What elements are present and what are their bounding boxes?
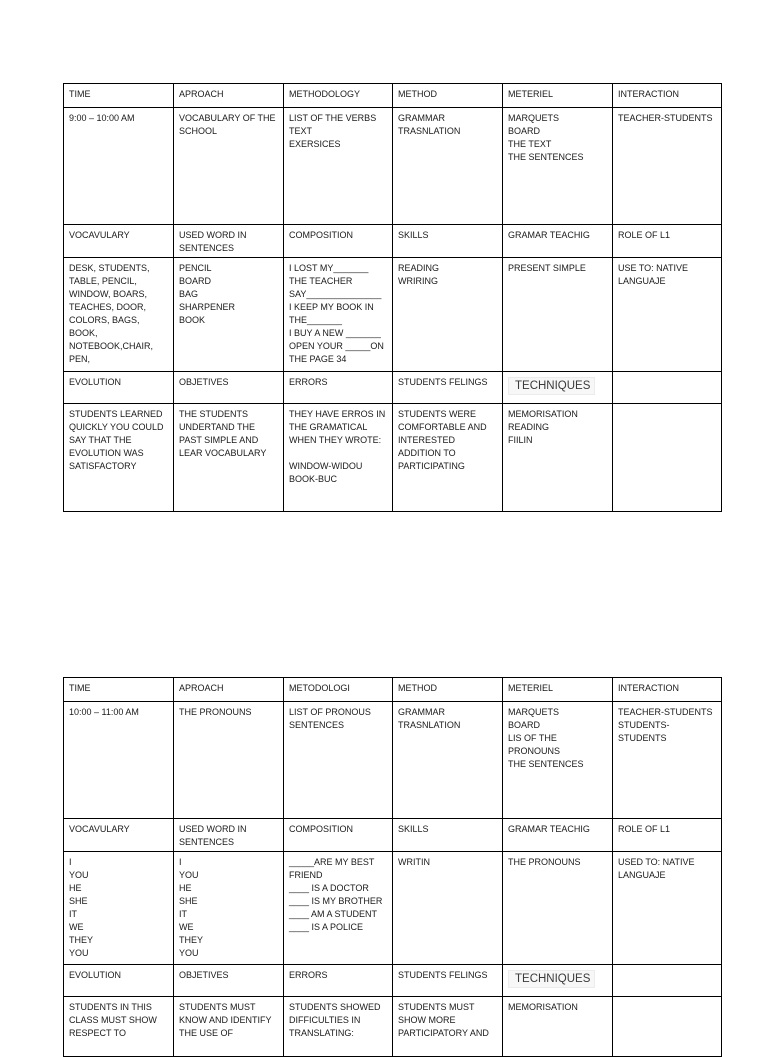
table-cell: I YOU HE SHE IT WE THEY YOU	[174, 852, 284, 965]
table-cell: THEY HAVE ERROS IN THE GRAMATICAL WHEN THEY WROTE: WINDOW-WIDOU BOOK-BUC	[284, 404, 393, 512]
table-cell: MEMORISATION READING FIILIN	[503, 404, 613, 512]
table-row	[64, 404, 722, 512]
table-cell: VOCAVULARY	[64, 819, 174, 852]
table-row	[64, 108, 722, 225]
table-cell: GRAMMAR TRASNLATION	[393, 108, 503, 225]
header-cell-methodology: METHODOLOGY	[284, 84, 393, 108]
table-cell: STUDENTS SHOWED DIFFICULTIES IN TRANSLATING:	[284, 997, 393, 1057]
table-cell: GRAMMAR TRASNLATION	[393, 702, 503, 819]
table-cell: ROLE OF L1	[613, 819, 722, 852]
table-row-subheader	[64, 225, 722, 258]
table-cell: USED WORD IN SENTENCES	[174, 819, 284, 852]
header-cell-approach: APROACH	[174, 678, 284, 702]
table-cell: MARQUETS BOARD THE TEXT THE SENTENCES	[503, 108, 613, 225]
table-cell: MARQUETS BOARD LIS OF THE PRONOUNS THE SENTENCES	[503, 702, 613, 819]
table-cell: VOCABULARY OF THE SCHOOL	[174, 108, 284, 225]
table-cell: MEMORISATION	[503, 997, 613, 1057]
table-cell: OBJETIVES	[174, 372, 284, 404]
table-cell: PRESENT SIMPLE	[503, 258, 613, 372]
table-cell: THE PRONOUNS	[503, 852, 613, 965]
header-cell-material: METERIEL	[503, 84, 613, 108]
table-row	[64, 852, 722, 965]
header-cell-method: METHOD	[393, 678, 503, 702]
header-cell-material: METERIEL	[503, 678, 613, 702]
table-row	[64, 258, 722, 372]
table-cell: USED TO: NATIVE LANGUAJE	[613, 852, 722, 965]
header-cell-method: METHOD	[393, 84, 503, 108]
table-cell: STUDENTS FELINGS	[393, 965, 503, 997]
table-cell: GRAMAR TEACHIG	[503, 819, 613, 852]
table-cell: OBJETIVES	[174, 965, 284, 997]
table-cell: COMPOSITION	[284, 225, 393, 258]
table-cell	[613, 997, 722, 1057]
table-cell: STUDENTS LEARNED QUICKLY YOU COULD SAY THAT THE EVOLUTION WAS SATISFACTORY	[64, 404, 174, 512]
table-cell: 10:00 – 11:00 AM	[64, 702, 174, 819]
table-cell: THE STUDENTS UNDERTAND THE PAST SIMPLE AND LEAR VOCABULARY	[174, 404, 284, 512]
header-cell-time: TIME	[64, 678, 174, 702]
header-cell-time: TIME	[64, 84, 174, 108]
table-cell: I LOST MY_______ THE TEACHER SAY_______________ I KEEP MY BOOK IN THE_______ I BUY A NEW _______ OPEN YOUR _____ON THE PAGE 34	[284, 258, 393, 372]
table-cell: USED WORD IN SENTENCES	[174, 225, 284, 258]
table-cell: TEACHER-STUDENTS	[613, 108, 722, 225]
header-cell-methodology: METODOLOGI	[284, 678, 393, 702]
table-cell: STUDENTS MUST SHOW MORE PARTICIPATORY AND	[393, 997, 503, 1057]
header-cell-approach: APROACH	[174, 84, 284, 108]
table-cell	[613, 404, 722, 512]
table-cell: ROLE OF L1	[613, 225, 722, 258]
table-row-header	[64, 84, 722, 108]
table-cell: DESK, STUDENTS, TABLE, PENCIL, WINDOW, BOARS, TEACHES, DOOR, COLORS, BAGS, BOOK, NOTEBOOK,CHAIR, PEN,	[64, 258, 174, 372]
table-row-subheader	[64, 372, 722, 404]
table-cell: ERRORS	[284, 372, 393, 404]
header-cell-interaction: INTERACTION	[613, 84, 722, 108]
techniques-label: TECHNIQUES	[508, 377, 595, 395]
table-cell: PENCIL BOARD BAG SHARPENER BOOK	[174, 258, 284, 372]
table-cell: SKILLS	[393, 225, 503, 258]
table-cell: LIST OF PRONOUS SENTENCES	[284, 702, 393, 819]
table-cell	[613, 965, 722, 997]
table-cell: _____ARE MY BEST FRIEND ____ IS A DOCTOR ____ IS MY BROTHER ____ AM A STUDENT ____ IS A POLICE	[284, 852, 393, 965]
table-cell: ERRORS	[284, 965, 393, 997]
header-cell-interaction: INTERACTION	[613, 678, 722, 702]
table-cell: STUDENTS MUST KNOW AND IDENTIFY THE USE OF	[174, 997, 284, 1057]
table-cell	[503, 965, 613, 997]
table-row-subheader	[64, 819, 722, 852]
table-row	[64, 702, 722, 819]
table-cell: SKILLS	[393, 819, 503, 852]
table-cell: LIST OF THE VERBS TEXT EXERSICES	[284, 108, 393, 225]
table-cell: EVOLUTION	[64, 965, 174, 997]
techniques-label: TECHNIQUES	[508, 970, 595, 988]
table-cell: USE TO: NATIVE LANGUAJE	[613, 258, 722, 372]
table-cell: THE PRONOUNS	[174, 702, 284, 819]
table-cell: STUDENTS FELINGS	[393, 372, 503, 404]
table-cell: READING WRIRING	[393, 258, 503, 372]
table-cell: WRITIN	[393, 852, 503, 965]
table-row-subheader	[64, 965, 722, 997]
table-cell: COMPOSITION	[284, 819, 393, 852]
table-cell: I YOU HE SHE IT WE THEY YOU	[64, 852, 174, 965]
table-cell: 9:00 – 10:00 AM	[64, 108, 174, 225]
table-cell: GRAMAR TEACHIG	[503, 225, 613, 258]
table-row	[64, 997, 722, 1057]
table-cell	[613, 372, 722, 404]
table-row-header	[64, 678, 722, 702]
table-cell: EVOLUTION	[64, 372, 174, 404]
table-cell: STUDENTS WERE COMFORTABLE AND INTERESTED ADDITION TO PARTICIPATING	[393, 404, 503, 512]
table-cell: TEACHER-STUDENTS STUDENTS-STUDENTS	[613, 702, 722, 819]
table-cell: VOCAVULARY	[64, 225, 174, 258]
lesson-plan-table-2	[63, 677, 722, 1057]
lesson-plan-table-1	[63, 83, 722, 512]
table-cell	[503, 372, 613, 404]
table-cell: STUDENTS IN THIS CLASS MUST SHOW RESPECT TO	[64, 997, 174, 1057]
